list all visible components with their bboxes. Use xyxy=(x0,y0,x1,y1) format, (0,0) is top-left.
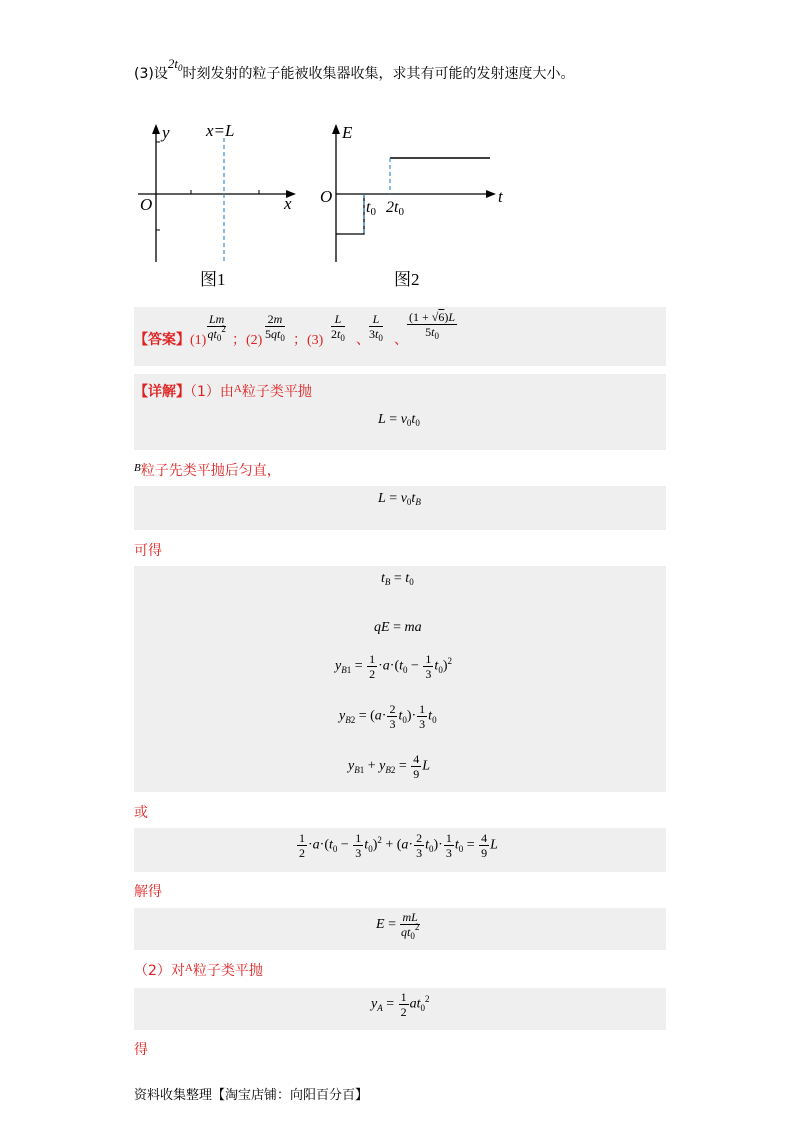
detail-line-b: $^B$粒子先类平抛后匀直， xyxy=(134,462,281,479)
y-axis-label: y xyxy=(162,123,170,142)
detail-line-1: 【详解】（1）由$^A$粒子类平抛 xyxy=(134,383,312,400)
equation-E: E = $\frac{mL}{qt_0^2}$ xyxy=(376,910,420,941)
e-axis-arrow-icon xyxy=(332,124,340,134)
equation-yB1-plus-yB2: $y_{B1} + y_{B2}$ = $\frac{4}{9}$ L xyxy=(348,752,431,781)
label-de: 得 xyxy=(134,1042,148,1058)
t-axis-label: t xyxy=(498,187,503,206)
figure-1-caption: 图1 xyxy=(200,270,226,289)
detail-step-2: （2）对$^A$粒子类平抛 xyxy=(134,962,263,979)
answer-1-formula: $\frac{Lm}{qt_0^2}$ xyxy=(207,312,226,343)
x-axis-label: x xyxy=(284,194,292,213)
answer-line xyxy=(134,330,206,351)
page-footer: 资料收集整理【淘宝店铺：向阳百分百】 xyxy=(134,1088,369,1103)
negative-field-segment xyxy=(336,194,364,234)
equation-L-v0tB: $L = v_0t_B$ xyxy=(378,491,421,507)
answer-dun-2: 、 xyxy=(394,332,408,348)
equation-combined: $\frac{1}{2}$ $\cdot a\cdot(t_0$ − $\frac{1}{3}$ $t_0)^2 + (a\cdot$ $\frac{2}{3}$ $t_0)\cdot$ $\frac{1}{3}$ $t_0$ = $\frac{4}{9}$ L xyxy=(299,831,498,860)
line-label: x=L xyxy=(206,121,235,140)
equation-yB1: $y_{B1}$ = $\frac{1}{2}$ $\cdot a\cdot(t_0$ − $\frac{1}{3}$ $t_0)^2$ xyxy=(335,652,452,681)
label-kede: 可得 xyxy=(134,543,162,559)
t0-tick-label: t0 xyxy=(366,199,376,218)
detail-tag: 【详解】 xyxy=(134,384,190,400)
equation-qE-ma: qE = ma xyxy=(374,620,422,635)
figure-2-field-graph xyxy=(316,112,516,297)
y-axis-arrow-icon xyxy=(152,124,160,134)
e-axis-label: E xyxy=(342,123,353,142)
answer-tag: 【答案】 xyxy=(134,332,190,348)
answer-3a-formula: $\frac{L}{2t_0}$ xyxy=(331,312,345,343)
answer-2-formula: $\frac{2m}{5qt_0}$ xyxy=(265,312,285,343)
answer-dun-1: 、 xyxy=(356,332,370,348)
2t0-tick-label: 2t0 xyxy=(386,199,404,218)
answer-3b-formula: $\frac{L}{3t_0}$ xyxy=(369,312,383,343)
label-huo: 或 xyxy=(134,805,148,821)
origin-label: O xyxy=(320,187,333,206)
answer-3c-formula: $\frac{(1 + √6)L}{5t_0}$ xyxy=(409,310,456,341)
question-3 xyxy=(134,56,575,85)
question-prefix: (3)设 xyxy=(134,66,168,82)
label-jiede: 解得 xyxy=(134,884,162,900)
origin-label: O xyxy=(140,195,153,214)
equation-yA: $y_A$ = $\frac{1}{2}$ $at_0^2$ xyxy=(371,990,430,1019)
question-text: 时刻发射的粒子能被收集器收集，求其有可能的发射速度大小。 xyxy=(182,66,575,82)
question-time-symbol: $2t_0$ xyxy=(167,56,183,73)
figure-1-coordinate-plot xyxy=(120,112,320,297)
figure-2-caption: 图2 xyxy=(394,270,420,289)
equation-tB-t0: $t_B = t_0$ xyxy=(381,571,414,587)
answer-sep-1: ；(2) xyxy=(232,332,263,348)
equation-yB2: $y_{B2} = (a\cdot$ $\frac{2}{3}$ $t_0)\cdot$ $\frac{1}{3}$ $t_0$ xyxy=(339,702,437,731)
answer-sep-2: ；(3) xyxy=(293,332,324,348)
answer-part-1-label: (1) xyxy=(190,333,207,348)
equation-L-v0t0: $L = v_0t_0$ xyxy=(378,412,420,428)
t-axis-arrow-icon xyxy=(486,190,496,198)
